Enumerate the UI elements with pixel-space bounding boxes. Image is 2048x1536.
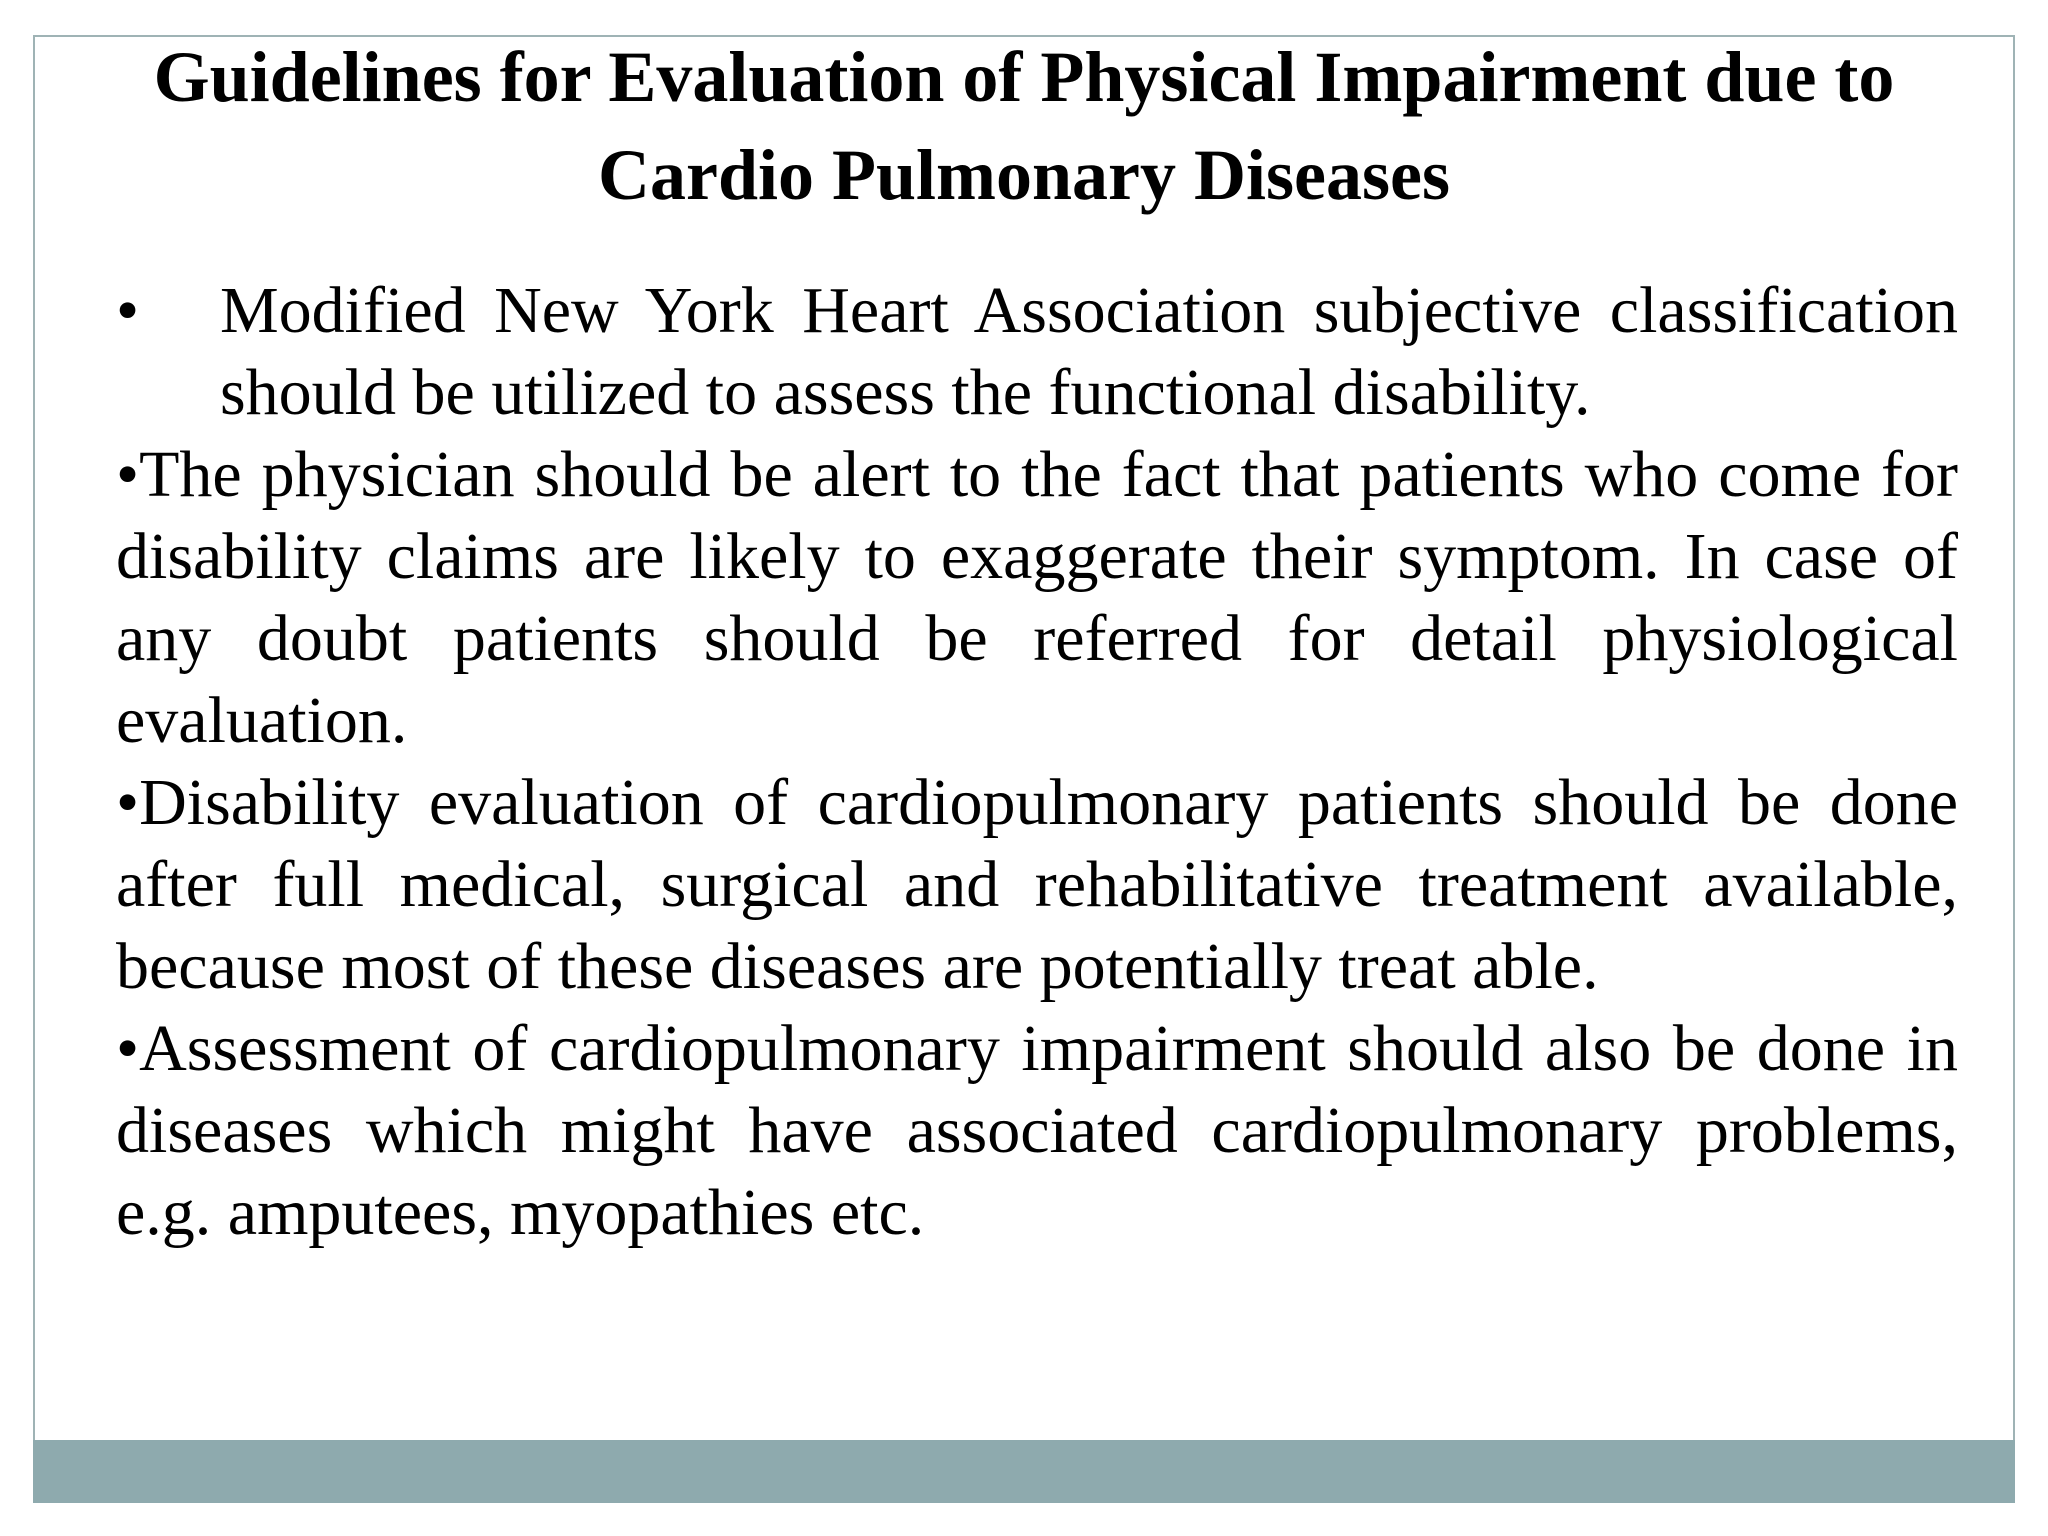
bullet-text: Disability evaluation of cardiopulmonary patients should be done after full medical, surgical and rehabilitative treatment available, because most of these diseases are potentially treat able. (116, 766, 1958, 1003)
bullet-icon: • (116, 1012, 140, 1085)
bullet-item-associated-diseases (116, 1008, 1958, 1254)
bullet-text: Assessment of cardiopulmonary impairment should also be done in diseases which might have associated cardiopulmonary problems, e.g. amputees, myopathies etc. (116, 1012, 1958, 1249)
bullet-item-evaluation-timing (116, 762, 1958, 1008)
bullet-icon: • (116, 766, 140, 839)
bullet-text: The physician should be alert to the fact that patients who come for disability claims are likely to exaggerate their symptom. In case of any doubt patients should be referred for detail physiological evaluation. (116, 438, 1958, 757)
bullet-item-physician-alert (116, 434, 1958, 762)
bullet-text: Modified New York Heart Association subjective classification should be utilized to assess the functional disability. (220, 274, 1958, 429)
slide-title: Guidelines for Evaluation of Physical Impairment due to Cardio Pulmonary Diseases (153, 37, 1895, 215)
bullet-icon: • (116, 274, 140, 347)
bullet-item-nyha-classification (116, 270, 1958, 434)
footer-bar (33, 1440, 2015, 1503)
bullet-icon: • (116, 438, 140, 511)
bullet-list (116, 270, 1958, 1254)
